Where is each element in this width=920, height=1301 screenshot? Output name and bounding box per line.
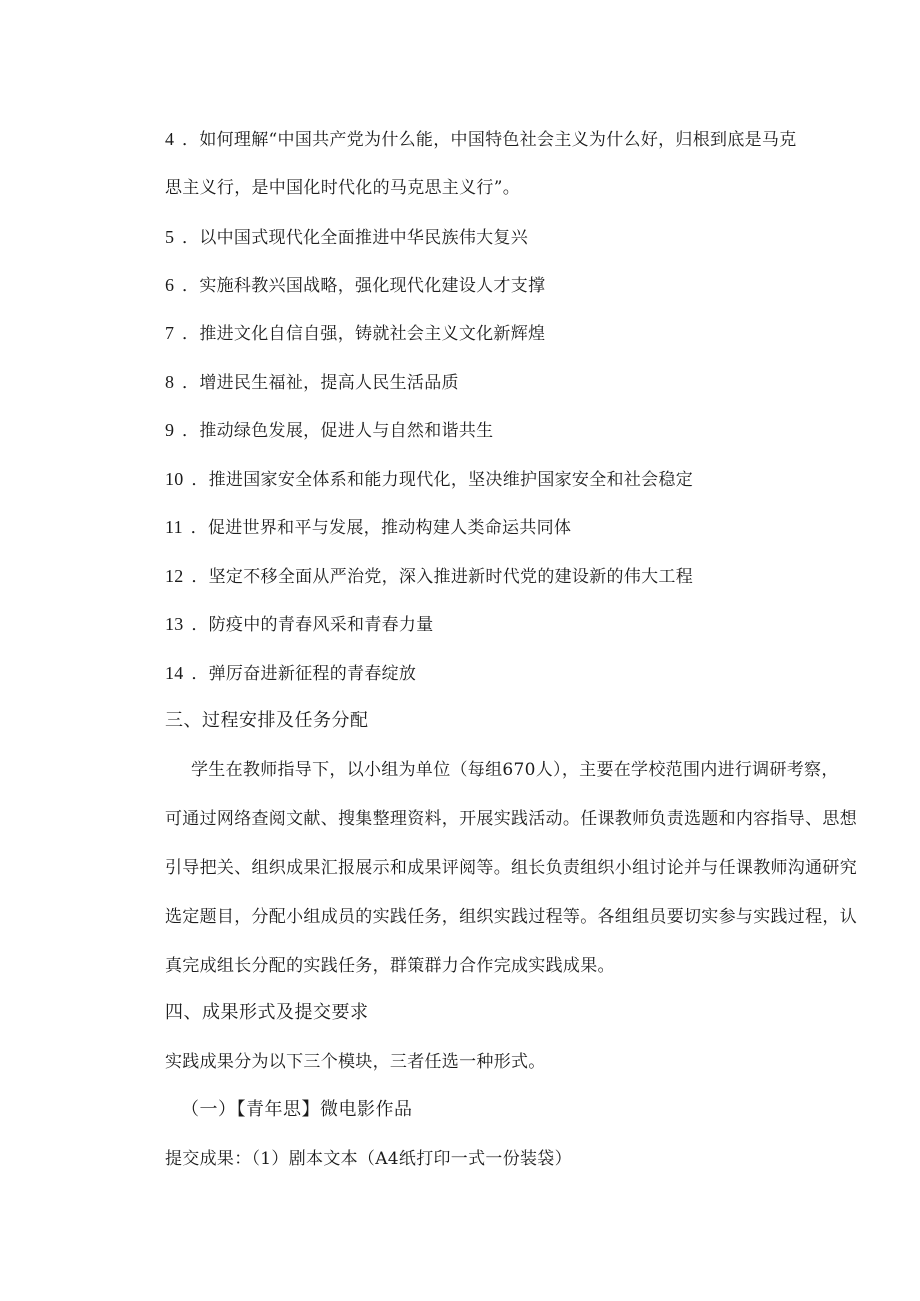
topic-item-9 xyxy=(165,419,493,442)
topic-text: ．促进世界和平与发展，推动构建人类命运共同体 xyxy=(190,518,572,538)
topic-item-10 xyxy=(165,468,693,491)
topic-item-8 xyxy=(165,371,459,394)
topic-text: ．推进文化自信自强，铸就社会主义文化新辉煌 xyxy=(182,324,546,344)
section-heading-results: 四、成果形式及提交要求 xyxy=(165,1002,369,1023)
submission-line: 提交成果：（1）剧本文本（A4纸打印一式一份装袋） xyxy=(165,1149,572,1169)
topic-text: ．以中国式现代化全面推进中华民族伟大复兴 xyxy=(182,228,529,248)
topic-number: 11 xyxy=(165,517,183,537)
topic-item-4-continued xyxy=(165,177,520,199)
topic-number: 9 xyxy=(165,420,175,440)
topic-number: 14 xyxy=(165,663,184,683)
topic-text: ．坚定不移全面从严治党，深入推进新时代党的建设新的伟大工程 xyxy=(191,567,694,587)
topic-number: 10 xyxy=(165,469,184,489)
paragraph-line: 选定题目，分配小组成员的实践任务，组织实践过程等。各组组员要切实参与实践过程，认 xyxy=(165,907,857,927)
topic-number: 6 xyxy=(165,275,175,295)
topic-number: 12 xyxy=(165,566,184,586)
topic-text: ．实施科教兴国战略，强化现代化建设人才支撑 xyxy=(182,276,546,296)
topic-text: ．增进民生福祉，提高人民生活品质 xyxy=(182,373,459,393)
topic-item-6 xyxy=(165,274,545,297)
topic-text: ．推动绿色发展，促进人与自然和谐共生 xyxy=(182,421,494,441)
topic-number: 7 xyxy=(165,323,175,343)
paragraph-line: 真完成组长分配的实践任务，群策群力合作完成实践成果。 xyxy=(165,956,615,976)
topic-item-11 xyxy=(165,516,571,539)
topic-item-5 xyxy=(165,226,528,249)
topic-item-4 xyxy=(165,128,797,151)
topic-item-12 xyxy=(165,565,693,588)
paragraph-line: 学生在教师指导下，以小组为单位（每组670人），主要在学校范围内进行调研考察， xyxy=(191,760,839,780)
paragraph-line: 引导把关、组织成果汇报展示和成果评阅等。组长负责组织小组讨论并与任课教师沟通研究 xyxy=(165,858,857,878)
paragraph-line: 可通过网络查阅文献、搜集整理资料，开展实践活动。任课教师负责选题和内容指导、思想 xyxy=(165,809,857,829)
topic-text: ．弹厉奋进新征程的青春绽放 xyxy=(191,664,417,684)
topic-number: 8 xyxy=(165,372,175,392)
topic-text: ．推进国家安全体系和能力现代化，坚决维护国家安全和社会稳定 xyxy=(191,470,694,490)
topic-number: 13 xyxy=(165,614,184,634)
results-intro: 实践成果分为以下三个模块，三者任选一种形式。 xyxy=(165,1052,546,1072)
topic-item-14 xyxy=(165,662,416,685)
topic-item-7 xyxy=(165,322,545,345)
topic-text-continued: 思主义行，是中国化时代化的马克思主义行”。 xyxy=(165,178,520,198)
topic-number: 4 xyxy=(165,129,175,149)
subsection-heading-micro-film: （一）【青年思】微电影作品 xyxy=(181,1099,413,1120)
section-heading-process: 三、过程安排及任务分配 xyxy=(165,710,369,731)
topic-number: 5 xyxy=(165,227,175,247)
topic-text: ．如何理解“中国共产党为什么能，中国特色社会主义为什么好，归根到底是马克 xyxy=(182,130,797,150)
topic-text: ．防疫中的青春风采和青春力量 xyxy=(191,615,434,635)
topic-item-13 xyxy=(165,613,434,636)
